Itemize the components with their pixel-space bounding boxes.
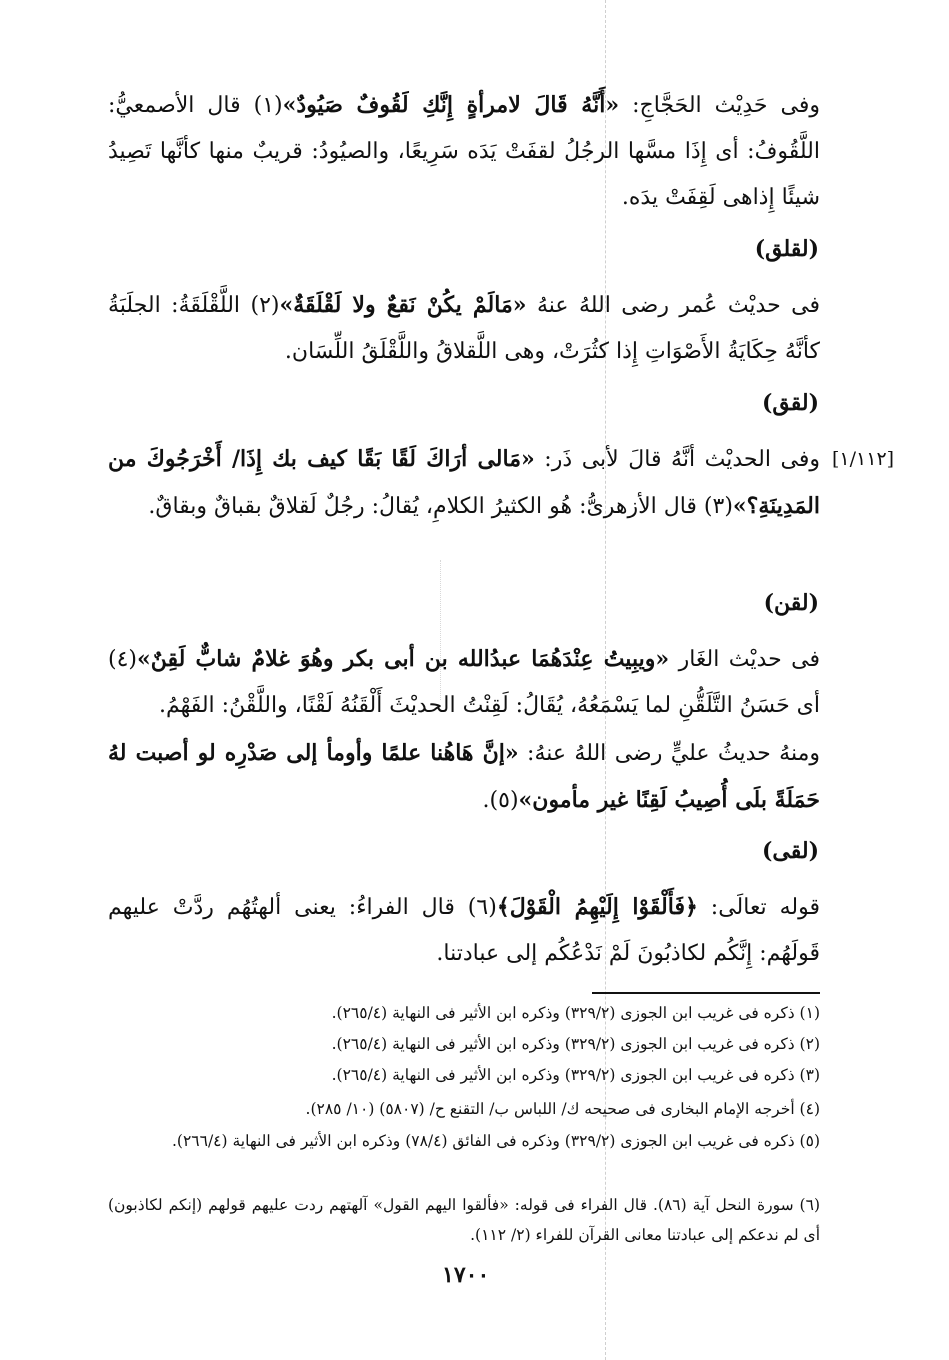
- paragraph-text: فى حديْث عُمر رضى اللهُ عنهُ: [526, 293, 821, 318]
- footnote-4: (٤) أخرجه الإمام البخارى فى صحيحه ك/ اللباس ب/ التقنع ح/ (٥٨٠٧) (١٠/ ٢٨٥).: [305, 1100, 820, 1118]
- paragraph-ali: [108, 730, 820, 824]
- paragraph-quran: [108, 884, 820, 977]
- entry-heading: (لقق): [762, 390, 819, 416]
- page-number: ١٧٠٠: [442, 1262, 490, 1288]
- entry-heading: (لقى): [762, 838, 819, 864]
- paragraph-umar: [108, 282, 820, 375]
- paragraph-text: قوله تعالَى:: [697, 895, 820, 920]
- paragraph-text: (٤) أى حَسَنُ التَّلَقُّنِ لما يَسْمَعُهُ، يُقَالُ: لَقِنْتُ الحديْثَ أَلْقَنُهُ لَقْنًا، واللَّقْنُ: الفَهْمُ.: [108, 647, 820, 718]
- hadith-quote: «إنَّ هَاهُنا علمًا وأومأ إلى صَدْرِه لو أصبت لهُ حَمَلَةً بلَى أُصِيبُ لَقِنًا غير مأمون»: [108, 740, 820, 813]
- paragraph-text: (٣) قال الأزهرىُّ: هُو الكثيرُ الكلامِ، يُقالُ: رجُلٌ لَقلاقٌ بقباقٌ وبقاقٌ.: [148, 494, 733, 519]
- paragraph-text: (٥).: [482, 788, 519, 813]
- paragraph-text: وفى الحديْث أنَّهُ قالَ لأبى ذَر:: [534, 447, 820, 472]
- footnote-1: (١) ذكره فى غريب ابن الجوزى (٣٢٩/٢) وذكره ابن الأثير فى النهاية (٢٦٥/٤).: [331, 1004, 820, 1022]
- hadith-quote: «ويبِيتُ عِنْدَهُمَا عبدُالله بن أبى بكر وهُوَ غلامٌ شابٌّ لَقِنٌ»: [137, 646, 670, 672]
- hadith-quote: «مَالى أرَاكَ لَقًا بَقًا كيف بك إِذَا/ أَخْرَجُوكَ من المَدِينَةِ؟»: [108, 446, 820, 519]
- footnote-separator: [592, 992, 820, 994]
- paragraph-text: (١) قال الأصمعيُّ: اللَّقُوفُ: أى إِذَا مسَّها الرجُلُ لقفَتْ يَدَه سَرِيعًا، والصيُودُ: قريبٌ منها كأنَّها تَصِيدُ شيئًا إِذاهى لَقِفَتْ يدَه.: [108, 93, 820, 210]
- entry-heading: (لقن): [763, 590, 819, 616]
- hadith-quote: «مَالَمْ يكُنْ نَقعٌ ولا لَقْلَقَةٌ»: [279, 292, 527, 318]
- hadith-quote: «أَنَّهُ قَالَ لامرأةٍ إِنَّكِ لَقُوفٌ صَيُودٌ»: [282, 92, 620, 118]
- paragraph-text: فى حديْث الغَار: [669, 647, 821, 672]
- footnote-2: (٢) ذكره فى غريب ابن الجوزى (٣٢٩/٢) وذكره ابن الأثير فى النهاية (٢٦٥/٤).: [331, 1035, 820, 1053]
- paragraph-text: ومنهُ حديثُ عليٍّ رضى اللهُ عنهُ:: [518, 741, 820, 766]
- footnote-5: (٥) ذكره فى غريب ابن الجوزى (٣٢٩/٢) وذكره فى الفائق (٧٨/٤) وذكره ابن الأثير فى النهاية (٢٦٦/٤).: [172, 1132, 820, 1150]
- footnote-6: (٦) سورة النحل آية (٨٦). قال الفراء فى قوله: «فألقوا اليهم القول» آلهتهم ردت عليهم قولهم (إنكم لكاذبون) أى لم ندعكم إلى عبادتنا معانى القرآن للفراء (٢/ ١١٢).: [108, 1196, 820, 1244]
- paragraph-ghar: [108, 636, 820, 729]
- paragraph-text: وفى حَدِيْث الحَجَّاجِ:: [619, 93, 820, 118]
- margin-reference: [١/١١٢]: [832, 448, 895, 470]
- paragraph-hajjaj: [108, 82, 820, 221]
- paragraph-abi-dharr: [108, 436, 820, 530]
- entry-heading: (لقلق): [754, 236, 819, 262]
- paragraph-text: (٢) اللَّقْلَقَةُ: الجلَبَةُ كأنَّهُ حِكَايَةُ الأَصْوَاتِ إِذا كثُرَتْ، وهى اللَّقلاقُ واللَّقْلَقُ اللِّسَان.: [108, 293, 820, 364]
- footnote-3: (٣) ذكره فى غريب ابن الجوزى (٣٢٩/٢) وذكره ابن الأثير فى النهاية (٢٦٥/٤).: [331, 1066, 820, 1084]
- quran-quote: ﴿فَأَلْقَوْا إِلَيْهِمُ الْقَوْلَ﴾: [496, 894, 698, 920]
- paragraph-text: (٦) قال الفراءُ: يعنى ألهتُهُم ردَّتْ عليهم قَولَهُم: إِنَّكُم لكاذبُونَ لَمْ نَدْعُكُم إلى عبادتنا.: [108, 895, 820, 966]
